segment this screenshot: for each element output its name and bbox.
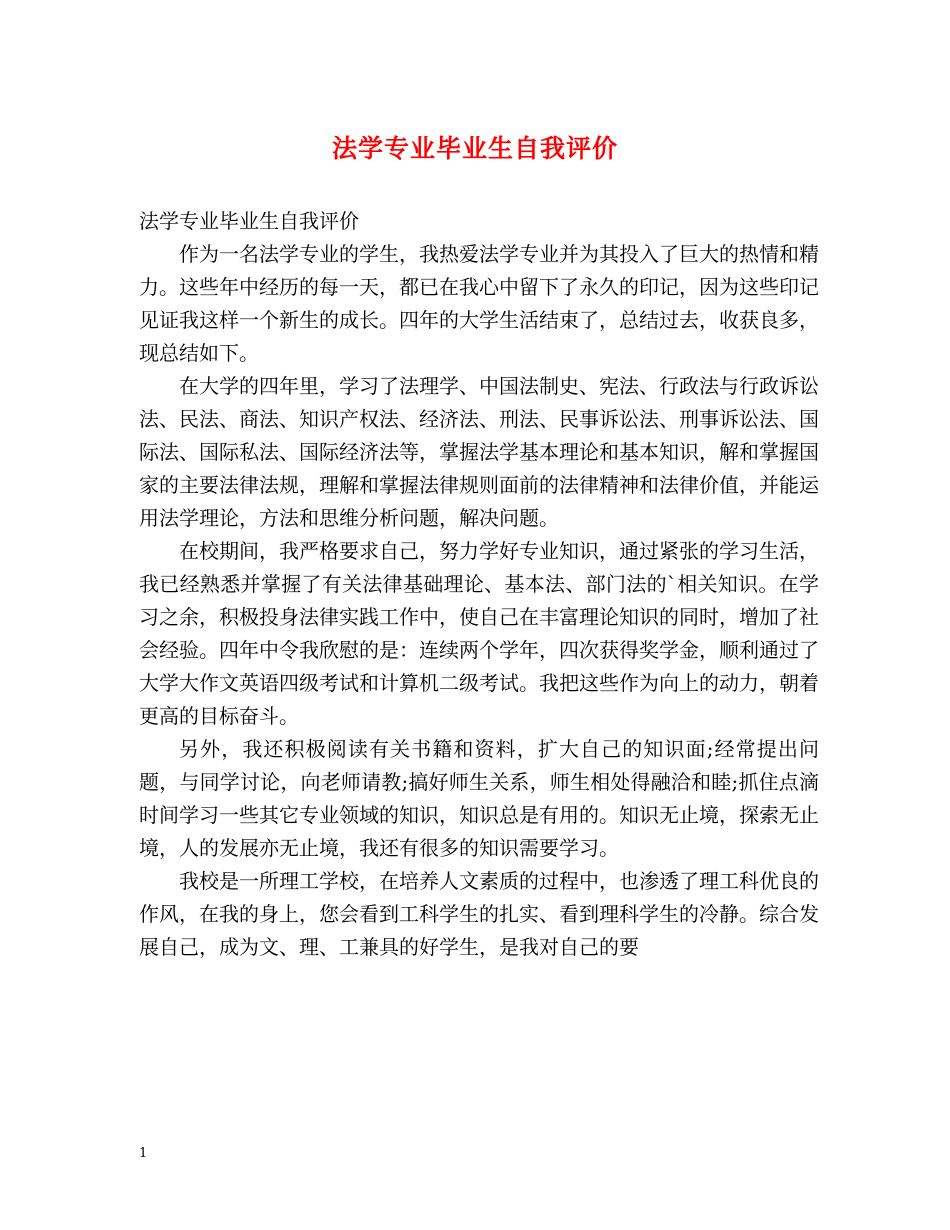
paragraph-4: 另外，我还积极阅读有关书籍和资料，扩大自己的知识面;经常提出问题，与同学讨论，向老师请教;搞好师生关系，师生相处得融洽和睦;抓住点滴时间学习一些其它专业领域的知识，知识总是有用的。知识无止境，探索无止境，人的发展亦无止境，我还有很多的知识需要学习。 xyxy=(139,737,819,860)
paragraph-2: 在大学的四年里，学习了法理学、中国法制史、宪法、行政法与行政诉讼法、民法、商法、知识产权法、经济法、刑法、民事诉讼法、刑事诉讼法、国际法、国际私法、国际经济法等，掌握法学基本理论和基本知识，解和掌握国家的主要法律法规，理解和掌握法律规则面前的法律精神和法律价值，并能运用法学理论，方法和思维分析问题，解决问题。 xyxy=(139,374,819,530)
document-body xyxy=(139,205,819,964)
document-subtitle: 法学专业毕业生自我评价 xyxy=(139,209,359,233)
page-number: 1 xyxy=(139,1146,148,1161)
paragraph-1: 作为一名法学专业的学生，我热爱法学专业并为其投入了巨大的热情和精力。这些年中经历的每一天，都已在我心中留下了永久的印记，因为这些印记见证我这样一个新生的成长。四年的大学生活结束了，总结过去，收获良多，现总结如下。 xyxy=(139,242,819,365)
paragraph-5: 我校是一所理工学校，在培养人文素质的过程中，也渗透了理工科优良的作风，在我的身上，您会看到工科学生的扎实、看到理科学生的冷静。综合发展自己，成为文、理、工兼具的好学生，是我对自己的要 xyxy=(139,869,819,959)
paragraph-3: 在校期间，我严格要求自己，努力学好专业知识，通过紧张的学习生活，我已经熟悉并掌握了有关法律基础理论、基本法、部门法的`相关知识。在学习之余，积极投身法律实践工作中，使自己在丰富理论知识的同时，增加了社会经验。四年中令我欣慰的是：连续两个学年，四次获得奖学金，顺利通过了大学大作文英语四级考试和计算机二级考试。我把这些作为向上的动力，朝着更高的目标奋斗。 xyxy=(139,539,819,728)
document-title: 法学专业毕业生自我评价 xyxy=(331,134,618,163)
